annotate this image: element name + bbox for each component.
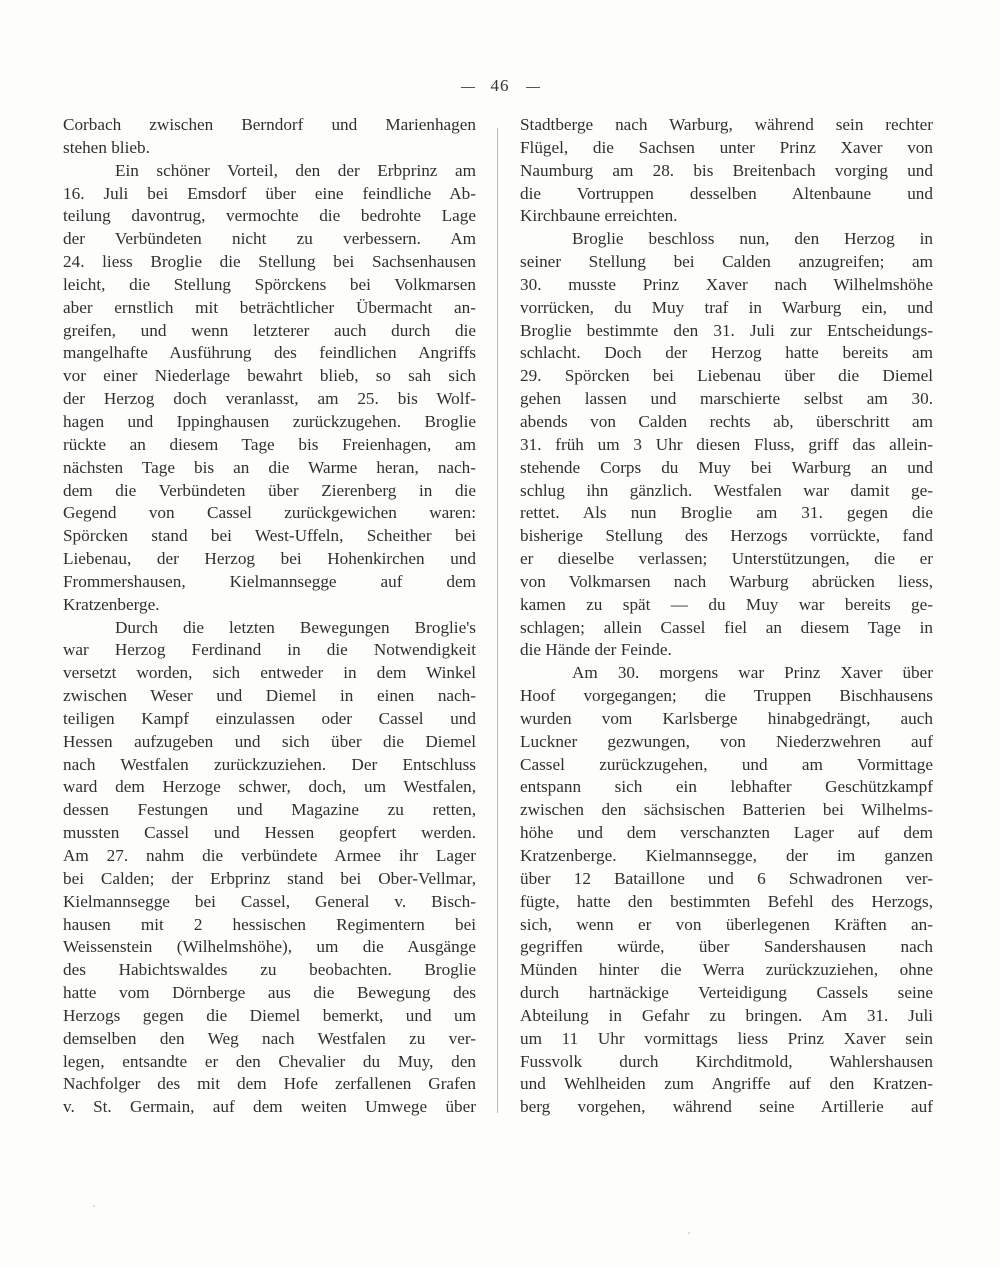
page-number-header (0, 76, 1000, 96)
paper-speck (688, 1232, 690, 1234)
text-line: Stadtberge nach Warburg, während sein rechter (520, 115, 933, 134)
text-line: Hoof vorgegangen; die Truppen Bischhausens (520, 686, 933, 706)
text-line: er dieselbe verlassen; Unterstützungen, die er (520, 549, 933, 569)
text-line: Kratzenberge. (63, 594, 160, 614)
column-divider (497, 128, 498, 1113)
text-line: 16. Juli bei Emsdorf über eine feindliche Ab- (63, 183, 476, 203)
text-line: Flügel, die Sachsen unter Prinz Xaver von (520, 137, 933, 157)
text-line: demselben den Weg nach Westfalen zu ver- (63, 1028, 476, 1048)
text-line: versetzt worden, sich entweder in dem Winkel (63, 663, 476, 683)
text-line: leicht, die Stellung Spörckens bei Volkmarsen (63, 274, 476, 294)
text-line: kamen zu spät — du Muy war bereits ge- (520, 594, 933, 614)
text-line: Fussvolk durch Kirchditmold, Wahlershausen (520, 1051, 933, 1071)
text-line: Kratzenberge. Kielmannsegge, der im ganzen (520, 846, 933, 865)
text-line: die Vortruppen desselben Altenbaune und (520, 183, 933, 203)
text-line: Frommershausen, Kielmannsegge auf dem (63, 571, 476, 591)
text-line: Ein schöner Vorteil, den der Erbprinz am (115, 160, 476, 180)
text-line: der Verbündeten nicht zu verbessern. Am (63, 229, 476, 249)
text-line: rückte an diesem Tage bis Freienhagen, am (63, 434, 476, 454)
text-line: teilung davontrug, vermochte die bedrohte Lage (63, 206, 476, 226)
text-line: nach Westfalen zurückzuziehen. Der Entschluss (63, 754, 476, 774)
text-line: über 12 Bataillone und 6 Schwadronen ver- (520, 868, 933, 888)
text-line: vor einer Niederlage bewahrt blieb, so sah sich (63, 366, 476, 386)
text-line: Am 27. nahm die verbündete Armee ihr Lager (63, 846, 476, 865)
text-line: schlagen; allein Cassel fiel an diesem Tage in (520, 617, 933, 637)
text-line: abends von Calden rechts ab, überschritt am (520, 411, 933, 431)
text-line: dem die Verbündeten über Zierenberg in die (63, 480, 476, 500)
text-line: Münden hinter die Werra zurückzuziehen, ohne (520, 960, 933, 980)
page-number: 46 (490, 76, 510, 95)
text-line: Gegend von Cassel zurückgewichen waren: (63, 503, 476, 523)
text-line: legen, entsandte er den Chevalier du Muy, den (63, 1051, 476, 1071)
text-line: dessen Festungen und Magazine zu retten, (63, 800, 476, 820)
text-line: Naumburg am 28. bis Breitenbach vorging und (520, 160, 933, 180)
text-line: entspann sich ein lebhafter Geschützkampf (520, 777, 933, 797)
text-line: um 11 Uhr vormittags liess Prinz Xaver sein (520, 1028, 933, 1048)
text-line: 24. liess Broglie die Stellung bei Sachsenhausen (63, 252, 476, 272)
text-line: 31. früh um 3 Uhr diesen Fluss, griff das allein- (520, 434, 933, 454)
header-dash-left (461, 87, 475, 88)
text-line: stehen blieb. (63, 137, 150, 157)
text-line: aber ernstlich mit beträchtlicher Übermacht an- (63, 297, 476, 317)
text-line: vorrücken, du Muy traf in Warburg ein, und (520, 297, 933, 317)
text-line: Weissenstein (Wilhelmshöhe), um die Ausgänge (63, 937, 476, 957)
text-line: Cassel zurückzugehen, und am Vormittage (520, 754, 933, 774)
left-text-column (63, 114, 476, 1119)
text-line: gehen lassen und marschierte selbst am 30. (520, 389, 933, 409)
text-line: seiner Stellung bei Calden anzugreifen; am (520, 252, 933, 272)
text-line: Durch die letzten Bewegungen Broglie's (115, 617, 476, 637)
text-line: hausen mit 2 hessischen Regimentern bei (63, 914, 476, 934)
text-line: höhe und dem verschanzten Lager auf dem (520, 823, 933, 843)
text-line: v. St. Germain, auf dem weiten Umwege über (63, 1097, 476, 1117)
text-line: Am 30. morgens war Prinz Xaver über (572, 663, 933, 683)
text-line: rettet. Als nun Broglie am 31. gegen die (520, 503, 933, 523)
text-line: Corbach zwischen Berndorf und Marienhagen (63, 115, 476, 134)
text-line: Nachfolger des mit dem Hofe zerfallenen Grafen (63, 1074, 476, 1094)
text-line: durch hartnäckige Verteidigung Cassels seine (520, 983, 933, 1003)
text-line: mussten Cassel und Hessen geopfert werden. (63, 823, 476, 843)
text-line: zwischen den sächsischen Batterien bei Wilhelms- (520, 800, 933, 820)
text-line: 30. musste Prinz Xaver nach Wilhelmshöhe (520, 274, 933, 294)
text-line: zwischen Weser und Diemel in einen nach- (63, 686, 476, 706)
text-line: 29. Spörcken bei Liebenau über die Diemel (520, 366, 933, 386)
text-line: nächsten Tage bis an die Warme heran, nach- (63, 457, 476, 477)
text-line: fügte, hatte den bestimmten Befehl des Herzogs, (520, 891, 933, 911)
text-line: mangelhafte Ausführung des feindlichen Angriffs (63, 343, 476, 363)
text-line: Herzogs gegen die Diemel bemerkt, und um (63, 1005, 476, 1025)
text-line: Kielmannsegge bei Cassel, General v. Bisch- (63, 891, 476, 911)
text-line: wurden vom Karlsberge hinabgedrängt, auch (520, 708, 933, 728)
text-line: stehende Corps du Muy bei Warburg an und (520, 457, 933, 477)
text-line: Kirchbaune erreichten. (520, 206, 678, 226)
text-line: Hessen aufzugeben und sich über die Diemel (63, 731, 476, 751)
header-dash-right (526, 87, 540, 88)
text-line: und Wehlheiden zum Angriffe auf den Kratzen- (520, 1074, 933, 1094)
text-line: sich, wenn er von überlegenen Kräften an- (520, 914, 933, 934)
paper-speck (93, 1205, 95, 1207)
text-line: Liebenau, der Herzog bei Hohenkirchen und (63, 549, 476, 569)
text-line: Broglie bestimmte den 31. Juli zur Entscheidungs- (520, 320, 933, 340)
text-line: der Herzog doch veranlasst, am 25. bis Wolf- (63, 389, 476, 409)
text-line: ward dem Herzoge schwer, doch, um Westfalen, (63, 777, 476, 797)
text-line: Spörcken stand bei West-Uffeln, Scheither bei (63, 526, 476, 546)
text-line: schlug ihn gänzlich. Westfalen war damit ge- (520, 480, 933, 500)
text-line: von Volkmarsen nach Warburg abrücken liess, (520, 571, 933, 591)
text-line: schlacht. Doch der Herzog hatte bereits am (520, 343, 933, 363)
text-line: greifen, und wenn letzterer auch durch die (63, 320, 476, 340)
text-line: bei Calden; der Erbprinz stand bei Ober-Vellmar, (63, 868, 476, 888)
text-line: gegriffen würde, über Sandershausen nach (520, 937, 933, 957)
right-text-column (520, 114, 933, 1119)
text-line: des Habichtswaldes zu beobachten. Broglie (63, 960, 476, 980)
text-line: Abteilung in Gefahr zu bringen. Am 31. Juli (520, 1005, 933, 1025)
text-line: berg vorgehen, während seine Artillerie auf (520, 1097, 933, 1117)
text-line: hagen und Ippinghausen zurückzugehen. Broglie (63, 411, 476, 431)
text-line: die Hände der Feinde. (520, 640, 672, 660)
text-line: teiligen Kampf einzulassen oder Cassel und (63, 708, 476, 728)
text-line: bisherige Stellung des Herzogs vorrückte, fand (520, 526, 933, 546)
text-line: war Herzog Ferdinand in die Notwendigkeit (63, 640, 476, 660)
text-line: Luckner gezwungen, von Niederzwehren auf (520, 731, 933, 751)
text-line: Broglie beschloss nun, den Herzog in (572, 229, 933, 249)
text-line: hatte vom Dörnberge aus die Bewegung des (63, 983, 476, 1003)
